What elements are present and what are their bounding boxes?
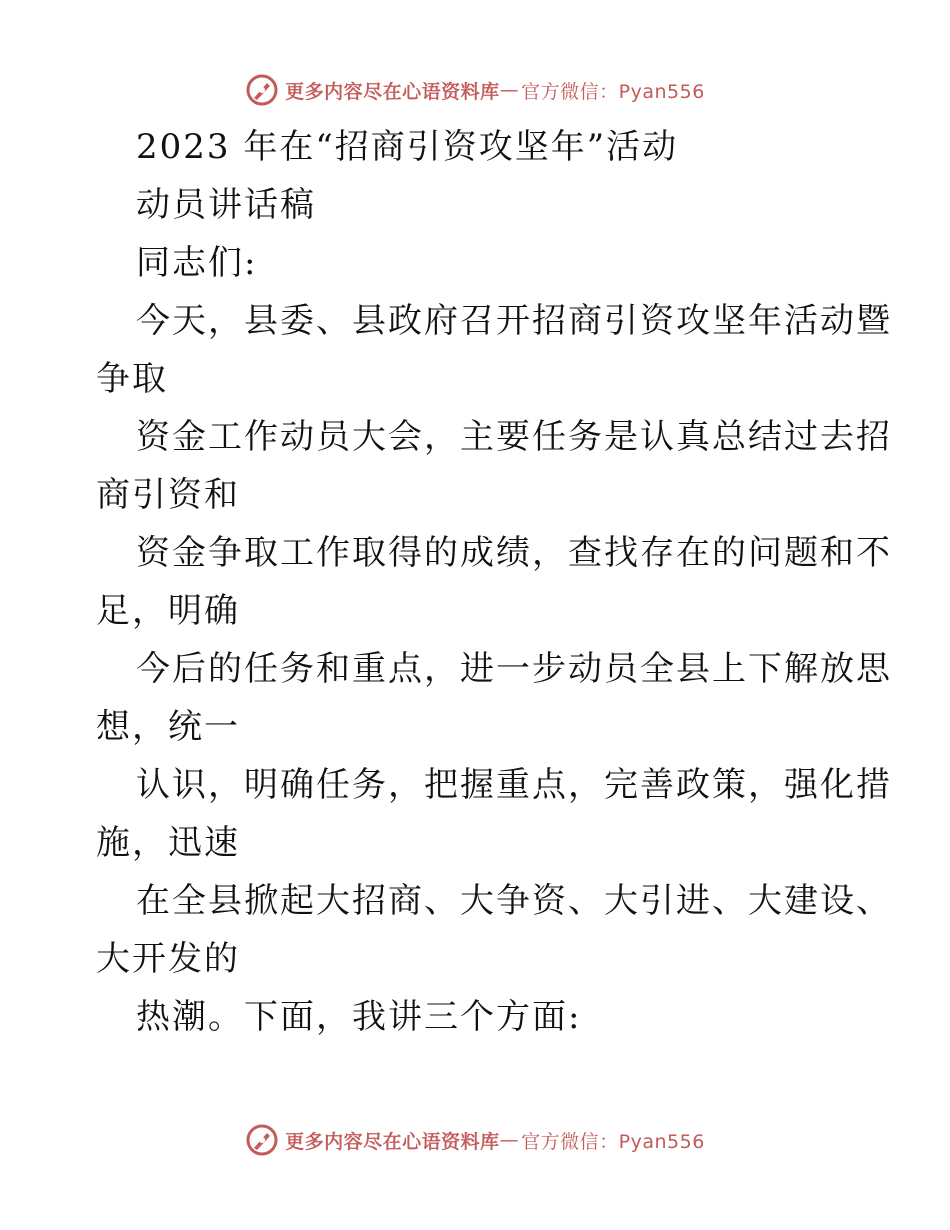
watermark-wechat: 官方微信：Pyan556 — [521, 1130, 705, 1153]
text-line: 今后的任务和重点，进一步动员全县上下解放思 — [136, 649, 892, 689]
document-body — [96, 118, 892, 1046]
text-line: 足，明确 — [96, 591, 240, 631]
pen-logo-icon — [245, 1123, 279, 1157]
text-line: 热潮。下面，我讲三个方面: — [136, 997, 582, 1037]
text-line: 商引资和 — [96, 475, 240, 515]
text-line: 施，迅速 — [96, 823, 240, 863]
footer-watermark — [0, 1120, 950, 1160]
watermark-wechat: 官方微信：Pyan556 — [521, 80, 705, 103]
text-line: 争取 — [96, 359, 168, 399]
text-line: 资金工作动员大会，主要任务是认真总结过去招 — [136, 417, 892, 457]
text-line: 今天，县委、县政府召开招商引资攻坚年活动暨 — [136, 301, 892, 341]
header-watermark — [0, 70, 950, 110]
watermark-text: 更多内容尽在心语资料库 — [285, 1130, 500, 1153]
text-line: 动员讲话稿 — [136, 185, 316, 225]
text-line: 同志们: — [136, 243, 258, 283]
watermark-text: 更多内容尽在心语资料库 — [285, 80, 500, 103]
text-line: 资金争取工作取得的成绩，查找存在的问题和不 — [136, 533, 892, 573]
text-line: 2023 年在“招商引资攻坚年”活动 — [136, 127, 679, 167]
text-line: 想，统一 — [96, 707, 240, 747]
text-line: 大开发的 — [96, 939, 240, 979]
pen-logo-icon — [245, 73, 279, 107]
watermark-dash: — — [499, 1129, 520, 1151]
text-line: 在全县掀起大招商、大争资、大引进、大建设、 — [136, 881, 892, 921]
text-line: 认识，明确任务，把握重点，完善政策，强化措 — [136, 765, 892, 805]
watermark-dash: — — [499, 79, 520, 101]
